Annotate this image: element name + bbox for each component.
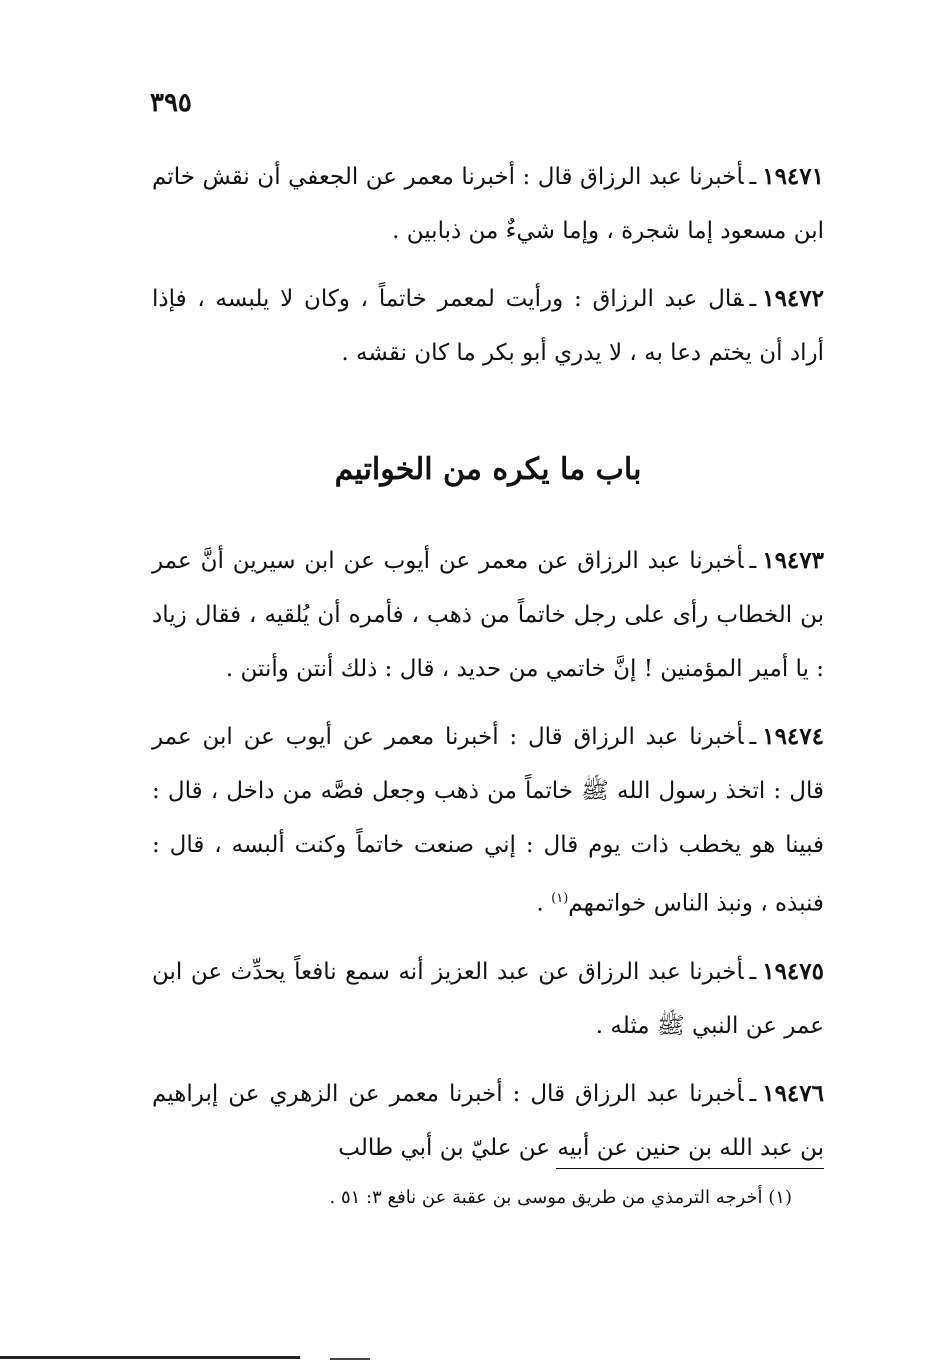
scan-edge-line	[0, 1356, 300, 1359]
hadith-text: قال عبد الرزاق : ورأيت لمعمر خاتماً ، وكان لا يلبسه ، فإذا أراد أن يختم دعا به ، لا يدري أبو بكر ما كان نقشه .	[152, 286, 824, 366]
dash: ـ	[749, 958, 757, 985]
hadith-text: أخبرنا عبد الرزاق قال : أخبرنا معمر عن أيوب عن ابن عمر قال : اتخذ رسول الله ﷺ خاتماً من ذهب وجعل فصَّه من داخل ، قال : فبينا هو يخطب ذات يوم قال : إني صنعت خاتماً وكنت ألبسه ، قال : فنبذه ، ونبذ الناس خواتمهم	[152, 724, 824, 917]
chapter-title: باب ما يكره من الخواتيم	[334, 452, 642, 487]
hadith-paragraph	[152, 945, 824, 1053]
dash: ـ	[749, 724, 757, 750]
dash: ـ	[749, 286, 757, 312]
hadith-text: أخبرنا عبد الرزاق قال : أخبرنا معمر عن الزهري عن إبراهيم بن عبد الله بن حنين عن أبيه عن عليّ بن أبي طالب	[152, 1080, 824, 1161]
hadith-number: ١٩٤٧٥	[762, 957, 824, 985]
hadith-text: أخبرنا عبد الرزاق عن معمر عن أيوب عن ابن سيرين أنَّ عمر بن الخطاب رأى على رجل خاتماً من ذهب ، فأمره أن يُلقيه ، فقال زياد : يا أمير المؤمنين ! إنَّ خاتمي من حديد ، قال : ذلك أنتن وأنتن .	[152, 548, 824, 682]
footnote: (١) أخرجه الترمذي من طريق موسى بن عقبة عن نافع ٣: ٥١ .	[329, 1187, 792, 1208]
hadith-paragraph	[152, 710, 824, 931]
hadith-number: ١٩٤٧٦	[762, 1079, 824, 1107]
dash: ـ	[749, 164, 757, 190]
hadith-number: ١٩٤٧٤	[762, 723, 824, 750]
hadith-text: أخبرنا عبد الرزاق قال : أخبرنا معمر عن الجعفي أن نقش خاتم ابن مسعود إما شجرة ، وإما شيءٌ من ذبابين .	[152, 164, 824, 244]
hadith-text: أخبرنا عبد الرزاق عن عبد العزيز أنه سمع نافعاً يحدِّث عن ابن عمر عن النبي ﷺ مثله .	[152, 958, 824, 1039]
hadith-paragraph	[152, 534, 824, 696]
hadith-paragraph	[152, 272, 824, 380]
dash: ـ	[749, 1080, 757, 1107]
footnote-reference[interactable]: (١)	[551, 891, 569, 906]
hadith-number: ١٩٤٧٣	[762, 547, 824, 574]
page-number: ٣٩٥	[150, 88, 192, 118]
footnote-divider	[556, 1168, 824, 1169]
hadith-text-tail: .	[536, 890, 552, 917]
hadith-number: ١٩٤٧١	[762, 163, 824, 190]
page-body	[152, 150, 824, 1189]
hadith-paragraph	[152, 150, 824, 258]
dash: ـ	[749, 548, 757, 574]
hadith-number: ١٩٤٧٢	[762, 285, 824, 312]
hadith-paragraph	[152, 1067, 824, 1175]
scan-edge-mark	[330, 1358, 370, 1360]
